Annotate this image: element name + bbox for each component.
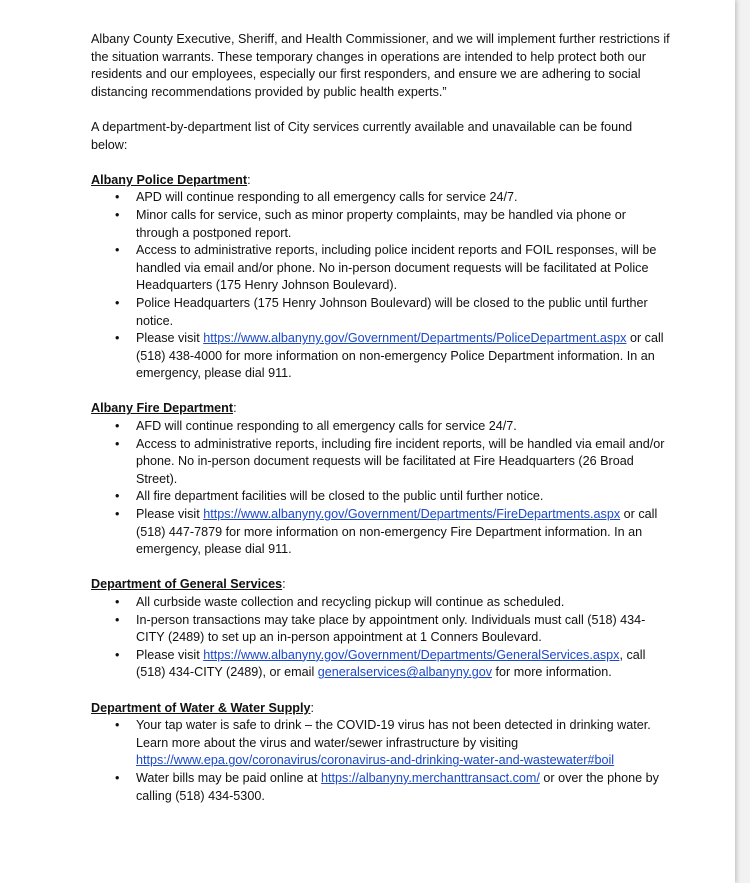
spacer [91,383,671,401]
intro-paragraph: Albany County Executive, Sheriff, and Health Commissioner, and we will implement further restrictions if the situation warrants. These temporary changes in operations are intended to help protect both our residents and our employees, especially our first responders, and ensure we are adhering to social distancing recommendations provided by public health experts.” [91,32,670,99]
visit-text: , call (518) 434-CITY (2489), or email [136,647,646,680]
general-title-text: Department of General Services [91,577,283,592]
fire-title-text: Albany Fire Department [91,401,234,416]
spacer [91,154,671,172]
list-item: • Minor calls for service, such as minor property complaints, may be handled via phone or through a postponed report. [91,207,671,242]
list-item [91,506,671,559]
list-item: • Access to administrative reports, including police incident reports and FOIL responses, will be handled via email and/or phone. No in-person document requests will be facilitated at Police Headquarters (175 Henry Johnson Boulevard). [91,242,671,295]
general-services-email-link[interactable]: generalservices@albanyny.gov [317,665,493,680]
general-list [91,594,671,682]
visit-text: or call (518) 438-4000 for more information on non-emergency Police Department information. In an emergency, please dial 911. [136,331,664,381]
police-list [91,189,671,383]
spacer [91,682,671,700]
list-item: • Police Headquarters (175 Henry Johnson Boulevard) will be closed to the public until further notice. [91,295,671,330]
epa-coronavirus-link[interactable]: https://www.epa.gov/coronavirus/coronavirus-and-drinking-water-and-wastewater#boil [136,753,615,768]
general-services-link[interactable]: https://www.albanyny.gov/Government/Departments/GeneralServices.aspx [203,647,620,662]
water-bill-text: or over the phone by calling (518) 434-5300. [136,770,659,803]
water-section-title [91,700,671,718]
general-title-colon: : [282,577,286,592]
visit-text: for more information. [492,665,612,680]
police-title-text: Albany Police Department [91,172,248,187]
police-section-title [91,172,671,190]
fire-list [91,418,671,559]
water-bill-payment-link[interactable]: https://albanyny.merchanttransact.com/ [321,770,540,785]
intro-list-paragraph: A department-by-department list of City services currently available and unavailable can be found below: [91,119,633,152]
water-bill-text: Water bills may be paid online at [136,770,322,785]
police-department-link[interactable]: https://www.albanyny.gov/Government/Departments/PoliceDepartment.aspx [203,331,627,346]
list-item: • Access to administrative reports, including fire incident reports, will be handled via email and/or phone. No in-person document requests will be facilitated at Fire Headquarters (26 Broad Street). [91,436,671,489]
list-item [91,717,671,770]
fire-title-colon: : [233,401,237,416]
list-item [91,647,671,682]
fire-section-title [91,400,671,418]
water-list [91,717,671,805]
visit-text: Please visit [136,647,204,662]
visit-text: or call (518) 447-7879 for more information on non-emergency Fire Department information. In an emergency, please dial 911. [136,507,658,557]
list-item: • APD will continue responding to all emergency calls for service 24/7. [91,189,671,207]
visit-text: Please visit [136,331,204,346]
document-content [91,31,671,805]
fire-department-link[interactable]: https://www.albanyny.gov/Government/Departments/FireDepartments.aspx [203,507,621,522]
spacer [91,101,671,119]
list-item [91,770,671,805]
visit-text: Please visit [136,507,204,522]
police-title-colon: : [247,172,251,187]
list-item [91,330,671,383]
list-item: • AFD will continue responding to all emergency calls for service 24/7. [91,418,671,436]
general-section-title [91,576,671,594]
water-title-colon: : [310,700,314,715]
water-title-text: Department of Water & Water Supply [91,700,311,715]
list-item: • All fire department facilities will be closed to the public until further notice. [91,488,671,506]
spacer [91,559,671,577]
water-safety-text: Your tap water is safe to drink – the COVID-19 virus has not been detected in drinking water. Learn more about the virus and water/sewer infrastructure by visiting [136,718,651,750]
list-item: • All curbside waste collection and recycling pickup will continue as scheduled. [91,594,671,612]
list-item: • In-person transactions may take place by appointment only. Individuals must call (518) 434-CITY (2489) to set up an in-person appointment at 1 Conners Boulevard. [91,612,671,647]
